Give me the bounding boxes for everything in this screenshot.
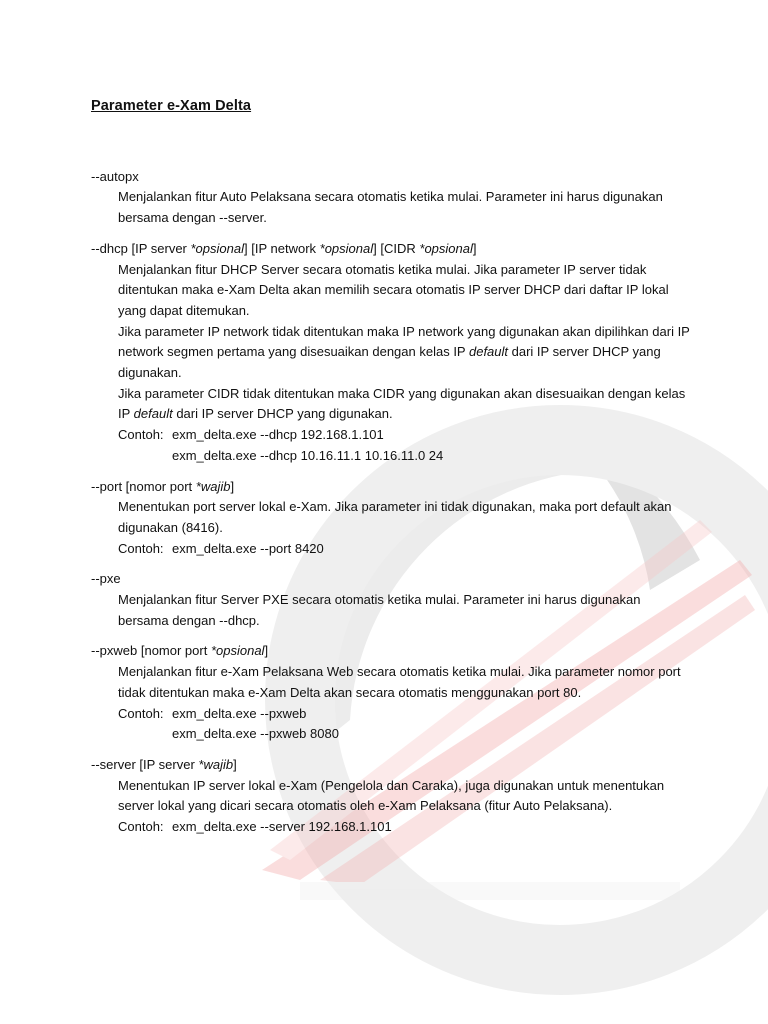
example-label: Contoh: [118, 705, 164, 721]
param-description [91, 497, 691, 559]
arg: [IP server [131, 240, 191, 256]
arg: [IP server [135, 756, 199, 772]
param-description [91, 590, 691, 631]
arg: [IP network [247, 240, 320, 256]
arg-qualifier: *wajib [195, 478, 231, 494]
description-text [118, 322, 691, 384]
param-head [91, 641, 691, 662]
param-head [91, 755, 691, 776]
example-row [118, 817, 691, 838]
example-label: Contoh: [118, 540, 164, 556]
text: dari IP server DHCP yang digunakan. [118, 344, 661, 381]
arg-qualifier: *wajib [198, 756, 234, 772]
text: Jika parameter IP network tidak ditentukan maka IP network yang digunakan akan dipilihkan dari IP network segmen pertama yang disesuaikan dengan kelas IP [118, 323, 690, 360]
param-head [91, 239, 691, 260]
param-head: --pxe [91, 571, 121, 587]
example-command: exm_delta.exe --dhcp 10.16.11.1 10.16.11.0 24 [172, 447, 444, 463]
param-autopx [91, 167, 691, 229]
bracket: ] [233, 756, 237, 772]
bracket: ] [472, 240, 477, 256]
flag: --dhcp [91, 240, 128, 256]
example-label: Contoh: [118, 819, 164, 835]
bracket: ] [244, 240, 248, 256]
example-command: exm_delta.exe --pxweb 8080 [172, 726, 339, 742]
param-description [91, 260, 691, 467]
param-description [91, 776, 691, 838]
arg: [CIDR [376, 240, 420, 256]
example-row [118, 425, 691, 446]
arg-qualifier: *opsional [190, 240, 244, 256]
arg: [nomor port [122, 478, 196, 494]
emphasis: default [468, 344, 509, 360]
document [91, 96, 691, 848]
arg: [nomor port [137, 643, 211, 659]
param-port [91, 477, 691, 560]
flag: --port [91, 478, 123, 494]
flag: --server [91, 756, 136, 772]
flag: --pxweb [91, 643, 138, 659]
example-label: Contoh: [118, 427, 164, 443]
description-text: Menjalankan fitur e-Xam Pelaksana Web secara otomatis ketika mulai. Jika parameter nomor port tidak ditentukan maka e-Xam Delta akan secara otomatis menggunakan port 80. [118, 664, 681, 700]
description-text: Menentukan port server lokal e-Xam. Jika parameter ini tidak digunakan, maka port default akan digunakan (8416). [118, 499, 672, 535]
param-description [91, 187, 691, 228]
bracket: ] [230, 478, 235, 494]
arg-qualifier: *opsional [419, 240, 473, 256]
example-row [118, 724, 691, 745]
example-command: exm_delta.exe --server 192.168.1.101 [172, 819, 392, 835]
bracket: ] [373, 240, 377, 256]
param-pxweb [91, 641, 691, 745]
arg-qualifier: *opsional [319, 240, 374, 256]
text: dari IP server DHCP yang digunakan. [172, 406, 393, 422]
description-text [118, 384, 691, 425]
example-command: exm_delta.exe --port 8420 [172, 540, 324, 556]
description-text: Menjalankan fitur Server PXE secara otomatis ketika mulai. Parameter ini harus digunakan bersama dengan --dhcp. [118, 592, 641, 628]
arg-qualifier: *opsional [210, 643, 265, 659]
page-title: Parameter e-Xam Delta [91, 98, 252, 114]
param-server [91, 755, 691, 838]
param-dhcp [91, 239, 691, 467]
example-row [118, 704, 691, 725]
description-text: Menjalankan fitur Auto Pelaksana secara otomatis ketika mulai. Parameter ini harus digunakan bersama dengan --server. [118, 189, 663, 226]
emphasis: default [133, 406, 173, 422]
example-row [118, 539, 691, 560]
param-pxe [91, 569, 691, 631]
text: Jika parameter CIDR tidak ditentukan maka CIDR yang digunakan akan disesuaikan dengan kelas IP [118, 385, 686, 422]
param-description [91, 662, 691, 745]
description-text: Menentukan IP server lokal e-Xam (Pengelola dan Caraka), juga digunakan untuk menentukan server lokal yang dicari secara otomatis oleh e-Xam Pelaksana (fitur Auto Pelaksana). [118, 777, 665, 814]
description-text: Menjalankan fitur DHCP Server secara otomatis ketika mulai. Jika parameter IP server tidak ditentukan maka e-Xam Delta akan memilih secara otomatis IP server DHCP dari daftar IP lokal yang dapat ditemukan. [118, 261, 669, 318]
example-command: exm_delta.exe --dhcp 192.168.1.101 [172, 427, 384, 443]
bracket: ] [264, 643, 269, 659]
param-head [91, 477, 691, 498]
example-command: exm_delta.exe --pxweb [172, 705, 307, 721]
example-row [118, 446, 691, 467]
param-head: --autopx [91, 168, 139, 184]
